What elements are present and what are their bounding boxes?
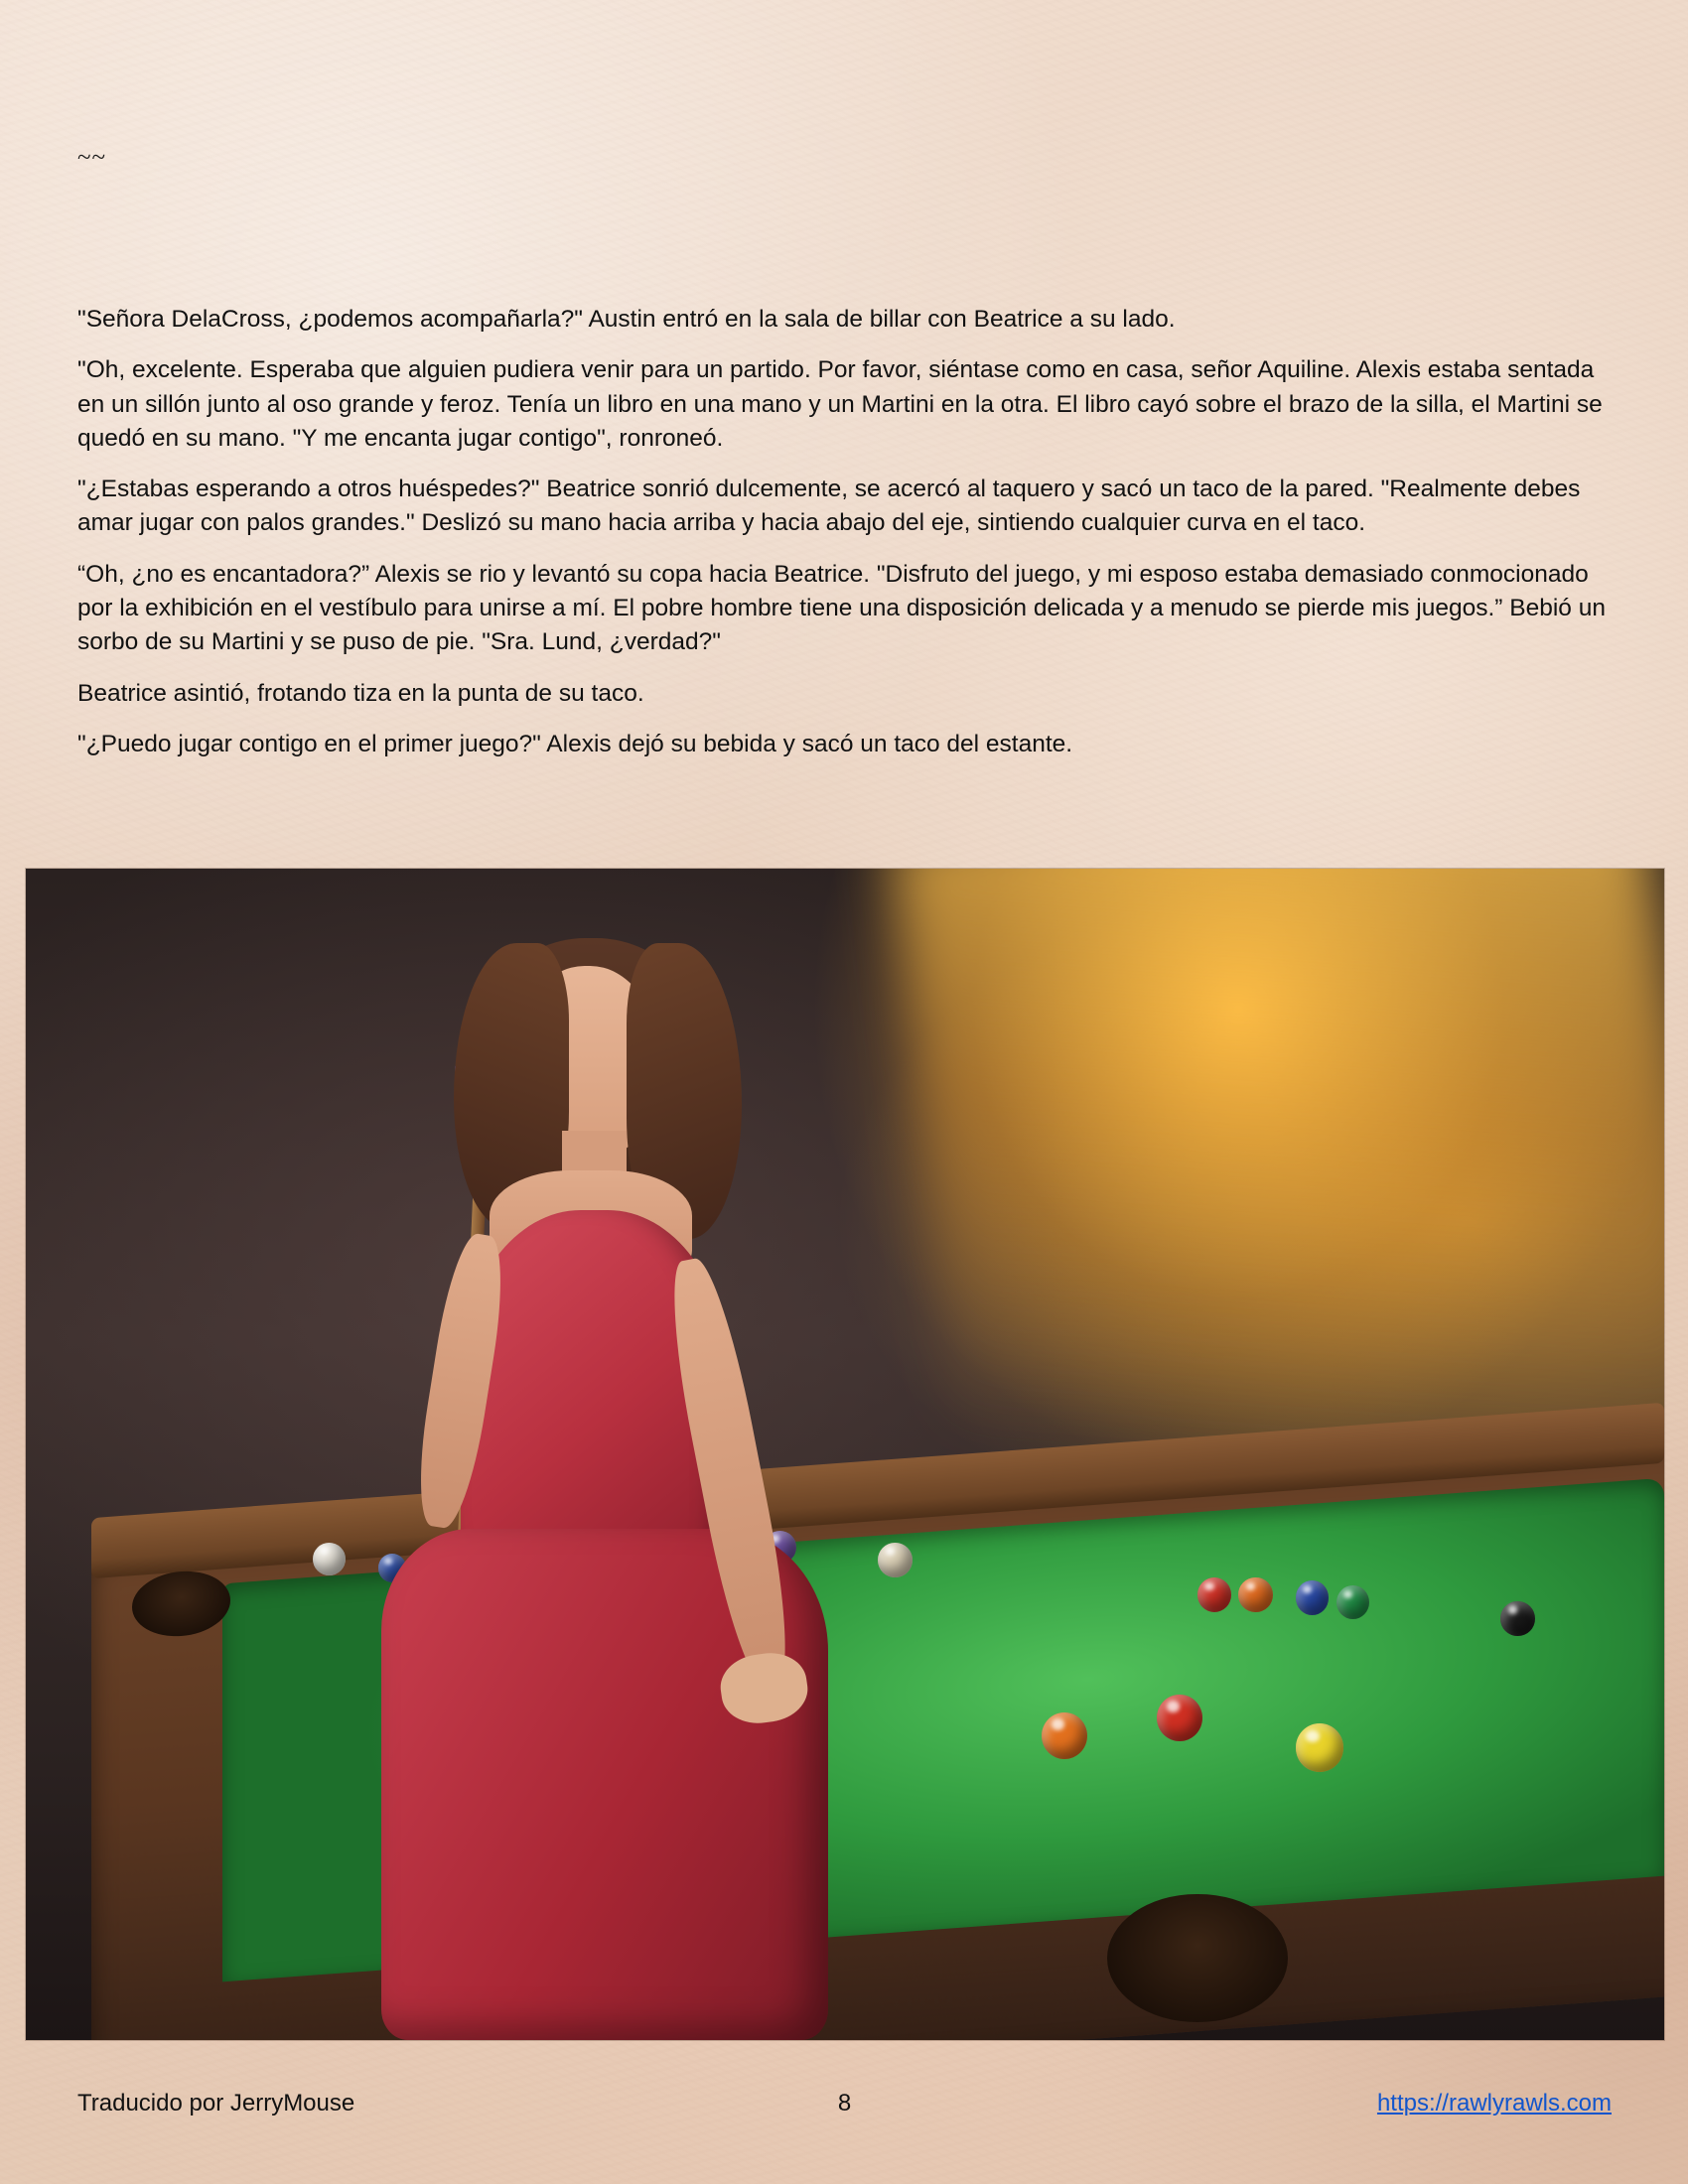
- woman-figure: [288, 903, 1009, 2040]
- paragraph: "Oh, excelente. Esperaba que alguien pudiera venir para un partido. Por favor, siéntase como en casa, señor Aquiline. Alexis estaba sentada en un sillón junto al oso grande y feroz. Tenía un libro en una mano y un Martini en la otra. El libro cayó sobre el brazo de la silla, el Martini se quedó en su mano. "Y me encanta jugar contigo", ronroneó.: [77, 356, 1603, 452]
- page-footer: [77, 2090, 1612, 2129]
- paragraph: "¿Puedo jugar contigo en el primer juego?" Alexis dejó su bebida y sacó un taco del estante.: [77, 730, 1073, 757]
- paragraph: Beatrice asintió, frotando tiza en la punta de su taco.: [77, 679, 644, 707]
- paragraph: "¿Estabas esperando a otros huéspedes?" Beatrice sonrió dulcemente, se acercó al taquero y sacó un taco de la pared. "Realmente debes amar jugar con palos grandes." Deslizó su mano hacia arriba y hacia abajo del eje, sintiendo cualquier curva en el taco.: [77, 476, 1581, 537]
- ball-black-corner: [1500, 1601, 1535, 1636]
- translator-credit: Traducido por JerryMouse: [77, 2090, 355, 2116]
- scene-break: ~~: [77, 144, 107, 171]
- illustration-image: [26, 869, 1664, 2040]
- body-text: [77, 303, 1612, 778]
- paragraph: "Señora DelaCross, ¿podemos acompañarla?" Austin entró en la sala de billar con Beatrice a su lado.: [77, 306, 1176, 333]
- ball-blue-cluster: [1296, 1580, 1329, 1614]
- ball-orange-cluster: [1238, 1577, 1273, 1612]
- ball-red-felt: [1157, 1695, 1202, 1741]
- ball-orange-felt: [1042, 1712, 1087, 1759]
- ball-yellow-felt: [1296, 1723, 1343, 1771]
- pocket-corner: [1107, 1894, 1288, 2023]
- page-number: 8: [837, 2090, 852, 2116]
- site-link[interactable]: https://rawlyrawls.com: [1376, 2090, 1612, 2116]
- paragraph: “Oh, ¿no es encantadora?” Alexis se rio y levantó su copa hacia Beatrice. "Disfruto del juego, y mi esposo estaba demasiado conmocionado por la exhibición en el vestíbulo para unirse a mí. El pobre hombre tiene una disposición delicada y a menudo se pierde mis juegos.” Bebió un sorbo de su Martini y se puso de pie. "Sra. Lund, ¿verdad?": [77, 560, 1606, 656]
- illustration-artwork: [26, 869, 1664, 2040]
